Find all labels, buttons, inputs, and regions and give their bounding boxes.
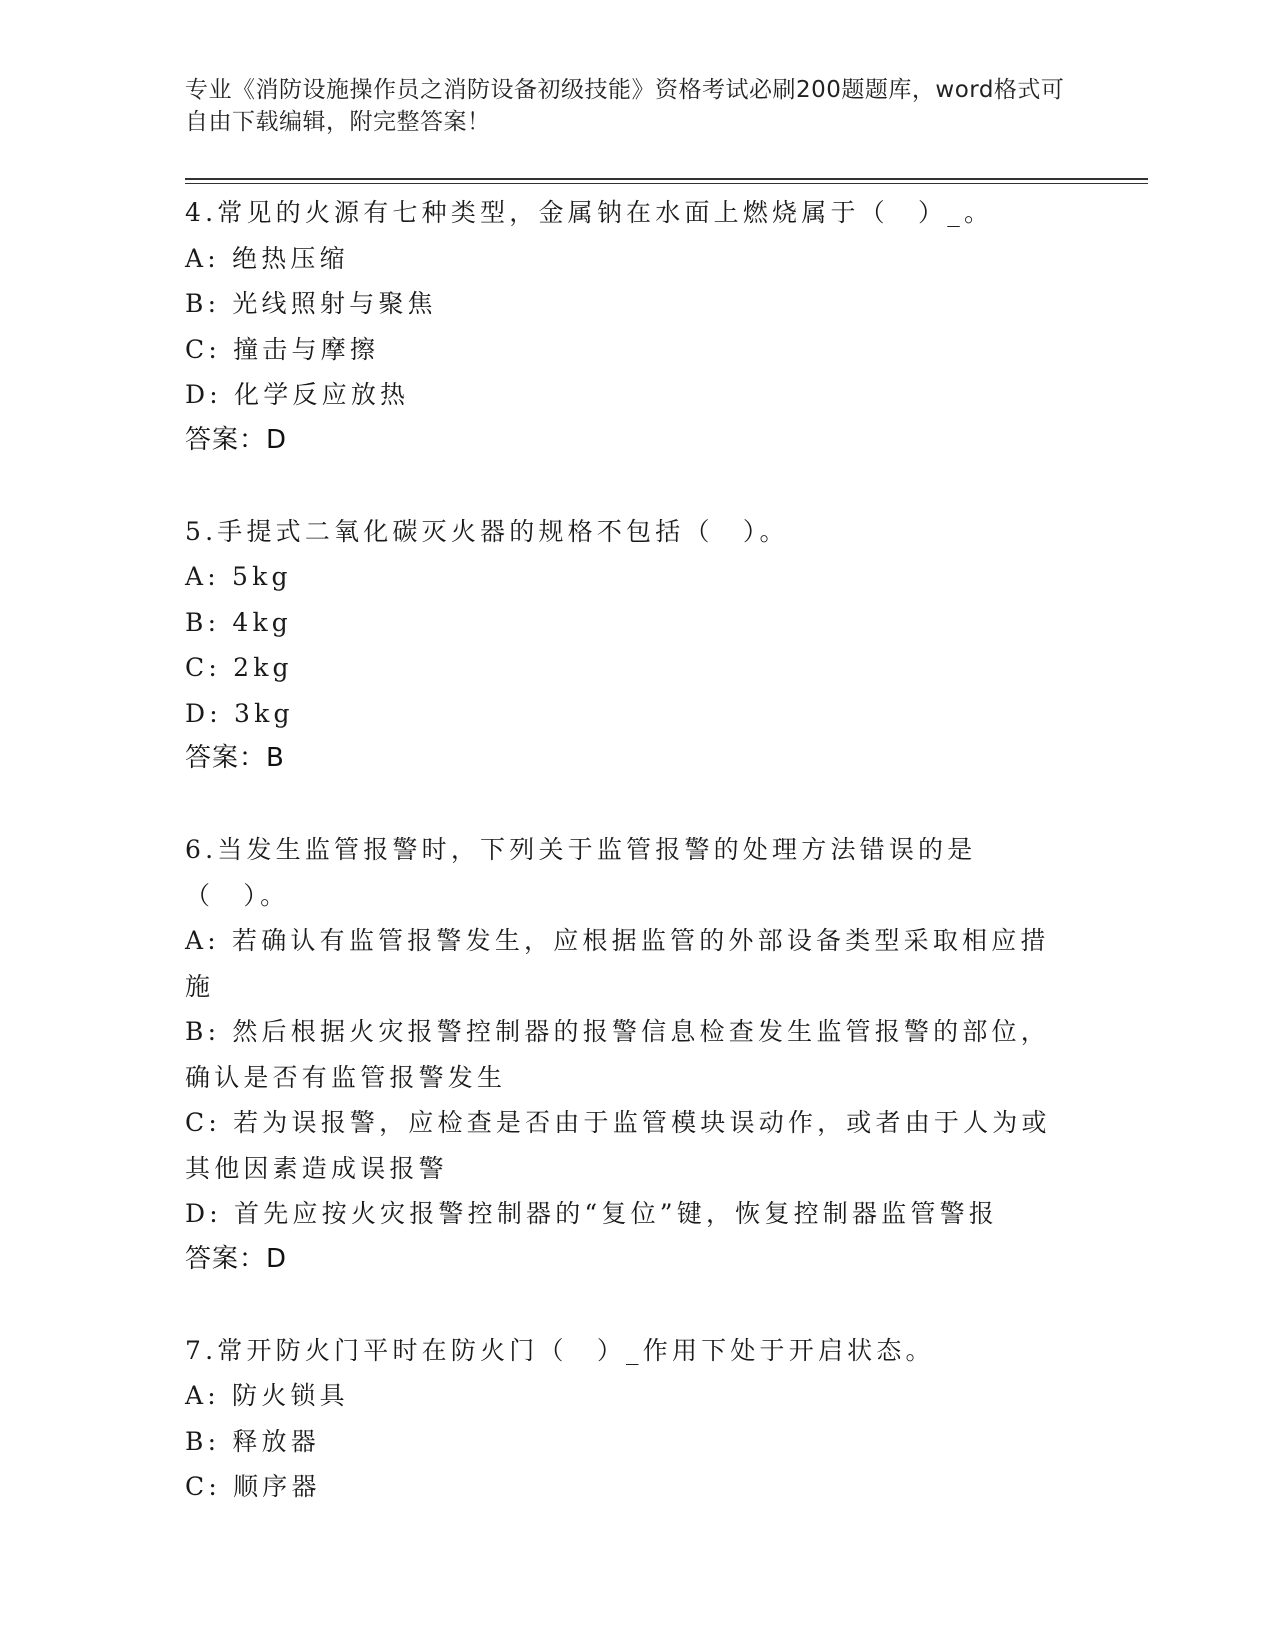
question-stem: 6.当发生监管报警时，下列关于监管报警的处理方法错误的是（ ）。 <box>185 835 977 910</box>
option-c: C: 顺序器 <box>185 1472 321 1501</box>
option-b: B: 光线照射与聚焦 <box>185 289 437 318</box>
question-7 <box>185 1328 1070 1510</box>
answer-label: 答案： <box>185 424 267 455</box>
answer-line <box>185 1237 1070 1282</box>
option-a: A: 防火锁具 <box>185 1381 349 1410</box>
option-c: C: 2kg <box>185 653 293 682</box>
option-b: B: 然后根据火灾报警控制器的报警信息检查发生监管报警的部位，确认是否有监管报警发生 <box>185 1017 1050 1092</box>
option-d: D: 化学反应放热 <box>185 380 410 409</box>
header-divider-thin <box>185 183 1148 184</box>
answer-value: D <box>266 424 288 455</box>
option-d: D: 3kg <box>185 698 294 728</box>
document-header: 专业《消防设施操作员之消防设备初级技能》资格考试必刷200题题库，word格式可自由下载编辑，附完整答案！ <box>185 77 1065 135</box>
answer-line <box>185 418 1070 463</box>
question-4 <box>185 190 1070 463</box>
question-list <box>185 190 1070 1556</box>
answer-value: D <box>266 1243 288 1274</box>
answer-line <box>185 736 1070 781</box>
answer-label: 答案： <box>185 1243 267 1274</box>
answer-value: B <box>266 743 285 773</box>
header-divider <box>185 178 1148 180</box>
option-d: D: 首先应按火灾报警控制器的“复位”键，恢复控制器监管警报 <box>185 1199 998 1228</box>
option-b: B: 释放器 <box>185 1426 320 1456</box>
option-a: A: 5kg <box>185 562 292 591</box>
option-a: A: 绝热压缩 <box>185 243 349 273</box>
option-b: B: 4kg <box>185 607 292 637</box>
answer-label: 答案： <box>185 743 267 773</box>
option-a: A: 若确认有监管报警发生，应根据监管的外部设备类型采取相应措施 <box>185 926 1050 1001</box>
question-stem: 5.手提式二氧化碳灭火器的规格不包括（ ）。 <box>185 516 789 546</box>
option-c: C: 若为误报警，应检查是否由于监管模块误动作，或者由于人为或其他因素造成误报警 <box>185 1108 1051 1183</box>
question-stem: 7.常开防火门平时在防火门（ ）_作用下处于开启状态。 <box>185 1335 935 1365</box>
question-5 <box>185 509 1070 782</box>
option-c: C: 撞击与摩擦 <box>185 334 380 364</box>
question-6 <box>185 827 1070 1282</box>
question-stem: 4.常见的火源有七种类型，金属钠在水面上燃烧属于（ ）_。 <box>185 198 994 227</box>
